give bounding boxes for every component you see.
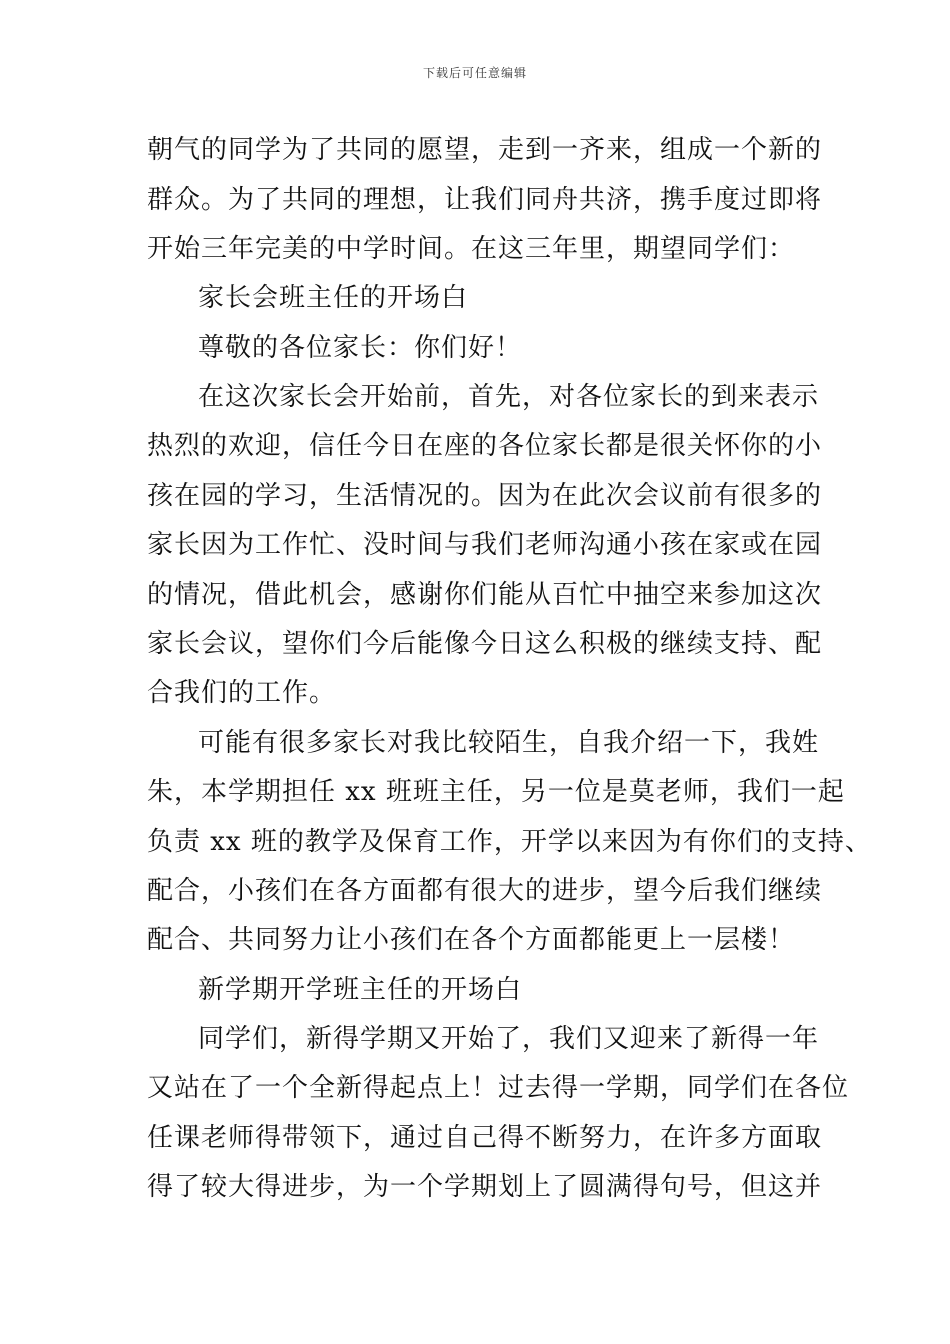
section-heading: 新学期开学班主任的开场白	[198, 975, 523, 1005]
body-line: 家长因为工作忙、没时间与我们老师沟通小孩在家或在园	[147, 530, 823, 560]
body-line: 合我们的工作。	[147, 678, 337, 708]
body-line: 家长会议，望你们今后能像今日这么积极的继续支持、配	[147, 629, 823, 659]
body-line: 得了较大得进步，为一个学期划上了圆满得句号，但这并	[147, 1172, 823, 1202]
body-line: 朝气的同学为了共同的愿望，走到一齐来，组成一个新的	[147, 135, 823, 165]
body-line: 可能有很多家长对我比较陌生，自我介绍一下，我姓	[198, 728, 820, 758]
body-line: 开始三年完美的中学时间。在这三年里，期望同学们：	[147, 234, 796, 264]
body-line: 负责 xx 班的教学及保育工作，开学以来因为有你们的支持、	[147, 827, 872, 857]
body-line: 的情况，借此机会，感谢你们能从百忙中抽空来参加这次	[147, 580, 823, 610]
page-header: 下载后可任意编辑	[422, 66, 527, 80]
body-line: 朱，本学期担任 xx 班班主任，另一位是莫老师，我们一起	[147, 777, 845, 807]
body-line: 群众。为了共同的理想，让我们同舟共济，携手度过即将	[147, 185, 823, 215]
body-line: 热烈的欢迎，信任今日在座的各位家长都是很关怀你的小	[147, 431, 823, 461]
body-line: 在这次家长会开始前，首先，对各位家长的到来表示	[198, 382, 820, 412]
body-line: 同学们，新得学期又开始了，我们又迎来了新得一年	[198, 1024, 820, 1054]
greeting-line: 尊敬的各位家长：你们好！	[198, 333, 523, 363]
body-line: 又站在了一个全新得起点上！过去得一学期，同学们在各位	[147, 1073, 850, 1103]
body-line: 配合，小孩们在各方面都有很大的进步，望今后我们继续	[147, 876, 823, 906]
body-line: 孩在园的学习，生活情况的。因为在此次会议前有很多的	[147, 481, 823, 511]
body-line: 配合、共同努力让小孩们在各个方面都能更上一层楼！	[147, 925, 796, 955]
section-heading: 家长会班主任的开场白	[198, 283, 469, 313]
body-line: 任课老师得带领下，通过自己得不断努力，在许多方面取	[147, 1123, 823, 1153]
